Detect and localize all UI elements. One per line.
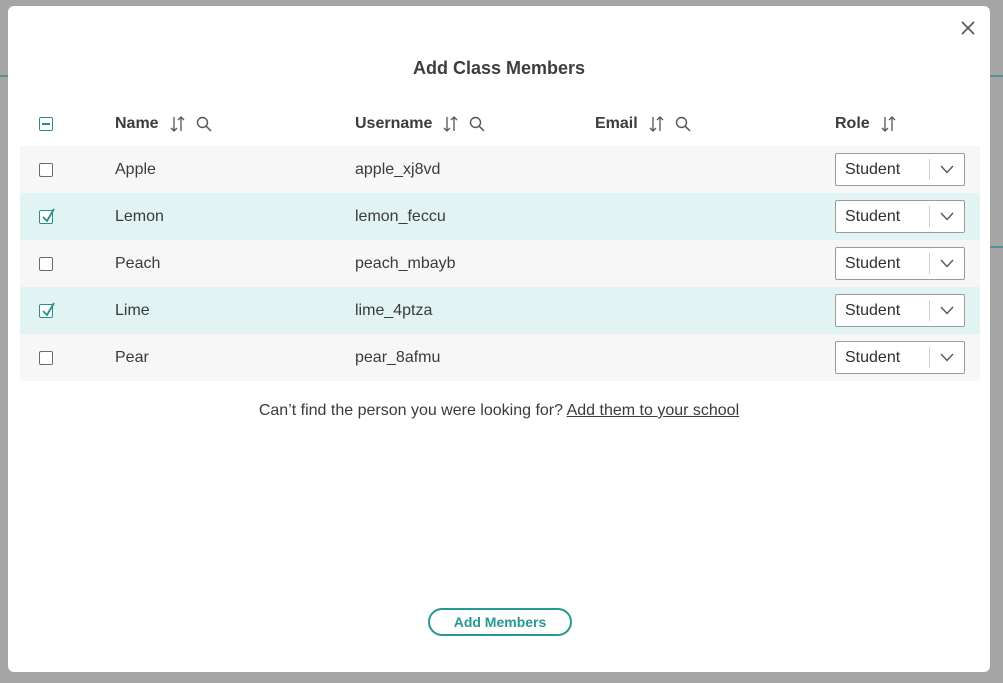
table-row[interactable]: [20, 193, 980, 240]
column-header-name: [115, 115, 213, 133]
role-value: Student: [845, 301, 901, 319]
sort-icon[interactable]: [442, 115, 460, 133]
role-cell: [835, 146, 965, 193]
member-username: lime_4ptza: [355, 301, 433, 319]
member-username: pear_8afmu: [355, 348, 441, 366]
role-value: Student: [845, 348, 901, 366]
members-table: [20, 104, 980, 381]
close-button[interactable]: [958, 18, 978, 38]
role-cell: [835, 287, 965, 334]
select-all-checkbox[interactable]: [39, 117, 53, 131]
chevron-down-icon: [930, 306, 964, 315]
chevron-down-icon: [930, 165, 964, 174]
role-value: Student: [845, 207, 901, 225]
member-username: lemon_feccu: [355, 207, 446, 225]
sort-icon[interactable]: [648, 115, 666, 133]
member-name: Peach: [115, 254, 161, 272]
column-label: Name: [115, 115, 159, 132]
row-checkbox[interactable]: [39, 304, 53, 318]
row-checkbox[interactable]: [39, 163, 53, 177]
role-select[interactable]: [835, 294, 965, 327]
role-select[interactable]: [835, 247, 965, 280]
close-icon: [960, 20, 976, 36]
row-select-cell: [39, 193, 53, 240]
member-username: apple_xj8vd: [355, 160, 441, 178]
column-header-email: [595, 115, 692, 133]
role-select[interactable]: [835, 200, 965, 233]
table-row[interactable]: [20, 240, 980, 287]
row-checkbox[interactable]: [39, 210, 53, 224]
column-header-role: [835, 115, 898, 133]
chevron-down-icon: [930, 353, 964, 362]
role-value: Student: [845, 254, 901, 272]
role-cell: [835, 334, 965, 381]
search-icon[interactable]: [468, 115, 486, 133]
table-body: [20, 146, 980, 381]
role-value: Student: [845, 160, 901, 178]
sort-icon[interactable]: [880, 115, 898, 133]
table-header: [20, 104, 980, 146]
search-icon[interactable]: [674, 115, 692, 133]
row-select-cell: [39, 240, 53, 287]
row-checkbox[interactable]: [39, 351, 53, 365]
column-header-username: [355, 115, 486, 133]
column-label: Role: [835, 115, 870, 132]
role-cell: [835, 240, 965, 287]
hint-text: Can’t find the person you were looking for?: [258, 402, 567, 419]
member-name: Lemon: [115, 207, 164, 225]
member-name: Pear: [115, 348, 149, 366]
column-label: Username: [355, 115, 433, 132]
row-select-cell: [39, 287, 53, 334]
member-username: peach_mbayb: [355, 254, 456, 272]
member-name: Lime: [115, 301, 150, 319]
checkmark-icon: [40, 301, 56, 319]
member-name: Apple: [115, 160, 156, 178]
row-select-cell: [39, 334, 53, 381]
checkmark-icon: [40, 207, 56, 225]
chevron-down-icon: [930, 259, 964, 268]
table-row[interactable]: [20, 287, 980, 334]
dialog-title: Add Class Members: [412, 58, 586, 78]
column-label: Email: [595, 115, 638, 132]
chevron-down-icon: [930, 212, 964, 221]
row-select-cell: [39, 146, 53, 193]
add-class-members-dialog: [8, 6, 990, 672]
add-members-button[interactable]: Add Members: [428, 608, 572, 636]
role-select[interactable]: [835, 341, 965, 374]
select-all-cell: [39, 117, 53, 131]
row-checkbox[interactable]: [39, 257, 53, 271]
add-to-school-link[interactable]: Add them to your school: [566, 402, 740, 419]
table-row[interactable]: [20, 146, 980, 193]
role-cell: [835, 193, 965, 240]
search-icon[interactable]: [195, 115, 213, 133]
help-hint: [8, 402, 990, 420]
role-select[interactable]: [835, 153, 965, 186]
background-divider: [990, 246, 1003, 248]
table-row[interactable]: [20, 334, 980, 381]
background-divider: [990, 75, 1003, 77]
sort-icon[interactable]: [169, 115, 187, 133]
